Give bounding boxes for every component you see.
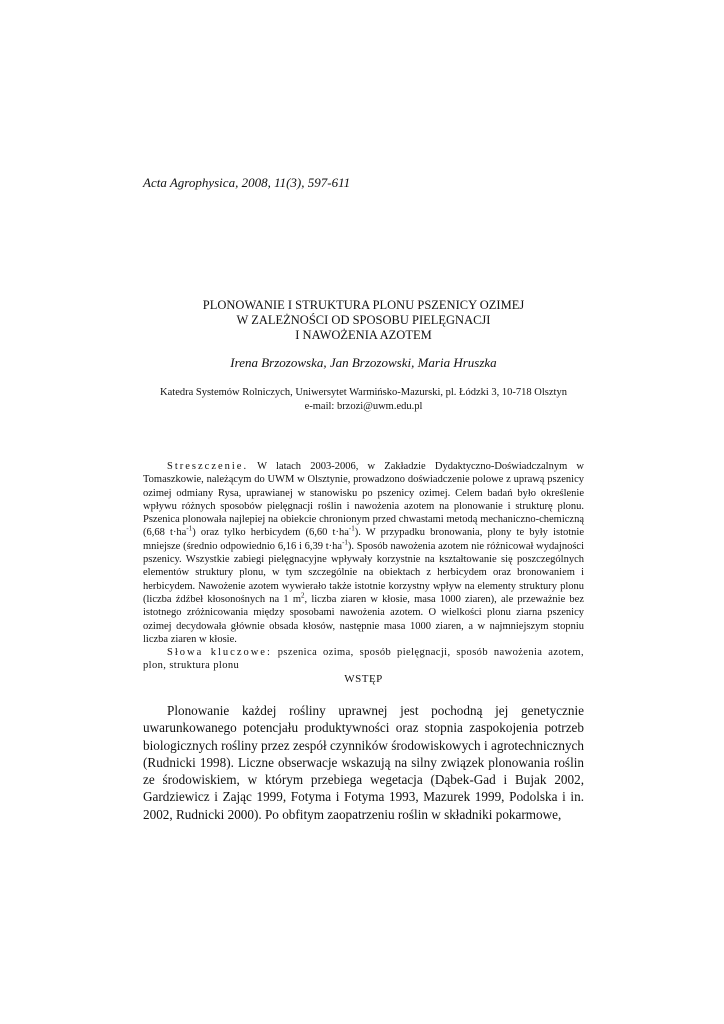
- email: e-mail: brzozi@uwm.edu.pl: [304, 401, 423, 412]
- abstract-text-3: ). W przypadku bronowania, plony te były istotnie mniejsze (średnio odpowiednio 6,16 i 6,39 t·ha: [143, 527, 584, 552]
- abstract-text-1: W latach 2003-2006, w Zakładzie Dydaktyczno-Doświadczalnym w Tomaszkowie, należącym do UWM w Olsztynie, prowadzono doświadczenie polowe z uprawą pszenicy ozimej odmiany Rysa, uprawianej w stanowisku po pszenicy ozimej. Celem badań było określenie wpływu różnych sposobów pielęgnacji roślin i nawożenia azotem na plonowanie i strukturę plonu. Pszenica plonowała najlepiej na obiekcie chronionym przed chwastami metodą mechaniczno-chemiczną (6,68 t·ha: [143, 461, 584, 539]
- keywords-label: Słowa kluczowe:: [167, 647, 272, 659]
- abstract-text-2: ) oraz tylko herbicydem (6,60 t·ha: [192, 527, 349, 539]
- body-text: [143, 702, 584, 823]
- affiliation-block: [143, 386, 584, 414]
- abstract-text-5: , liczba ziaren w kłosie, masa 1000 ziaren), ale przeważnie bez istotnego zróżnicowania między sposobami nawożenia azotem. O wielkości plonu ziarna pszenicy ozimej decydowała głównie obsada kłosów, następnie masa 1000 ziaren, a w najmniejszym stopniu liczba ziaren w kłosie.: [143, 593, 584, 645]
- paper-title: [143, 298, 584, 343]
- unit-superscript-1: -1: [186, 524, 193, 533]
- unit-superscript-4: 2: [301, 591, 305, 600]
- unit-superscript-3: -1: [342, 538, 348, 547]
- title-line-3: I NAWOŻENIA AZOTEM: [295, 328, 432, 342]
- title-line-1: PLONOWANIE I STRUKTURA PLONU PSZENICY OZIMEJ: [202, 298, 525, 312]
- unit-superscript-2: -1: [348, 524, 355, 533]
- title-line-2: W ZALEŻNOŚCI OD SPOSOBU PIELĘGNACJI: [236, 313, 491, 327]
- abstract-paragraph: [143, 460, 584, 646]
- authors: Irena Brzozowska, Jan Brzozowski, Maria Hruszka: [230, 355, 497, 370]
- keywords: [143, 646, 584, 673]
- affiliation: Katedra Systemów Rolniczych, Uniwersytet Warmińsko-Mazurski, pl. Łódzki 3, 10-718 Olsztyn: [160, 387, 567, 398]
- abstract-text-4: ). Sposób nawożenia azotem nie różnicował wydajności pszenicy. Wszystkie zabiegi pielęgnacyjne wpływały korzystnie na kształtowanie się poszczególnych elementów struktury plonu, w tym szczególnie na obiektach z herbicydem oraz bronowaniem i herbicydem. Nawożenie azotem wywierało także istotnie korzystny wpływ na elementy struktury plonu (liczba źdźbeł kłosonośnych na 1 m: [143, 540, 584, 605]
- keywords-text: pszenica ozima, sposób pielęgnacji, sposób nawożenia azotem, plon, struktura plonu: [143, 647, 584, 672]
- body-paragraph: Plonowanie każdej rośliny uprawnej jest pochodną jej genetycznie uwarunkowanego potencjału produktywności oraz stopnia zaspokojenia potrzeb biologicznych rośliny przez zespół czynników środowiskowych i agrotechnicznych (Rudnicki 1998). Liczne obserwacje wskazują na silny związek plonowania roślin ze środowiskiem, w którym przebiega wegetacja (Dąbek-Gad i Bujak 2002, Gardziewicz i Zając 1999, Fotyma i Fotyma 1993, Mazurek 1999, Podolska i in. 2002, Rudnicki 2000). Po obfitym zaopatrzeniu roślin w składniki pokarmowe,: [143, 703, 584, 822]
- section-heading: WSTĘP: [344, 673, 383, 685]
- abstract-label: Streszczenie.: [167, 461, 249, 472]
- journal-reference: Acta Agrophysica, 2008, 11(3), 597-611: [143, 175, 351, 190]
- abstract: [143, 460, 584, 673]
